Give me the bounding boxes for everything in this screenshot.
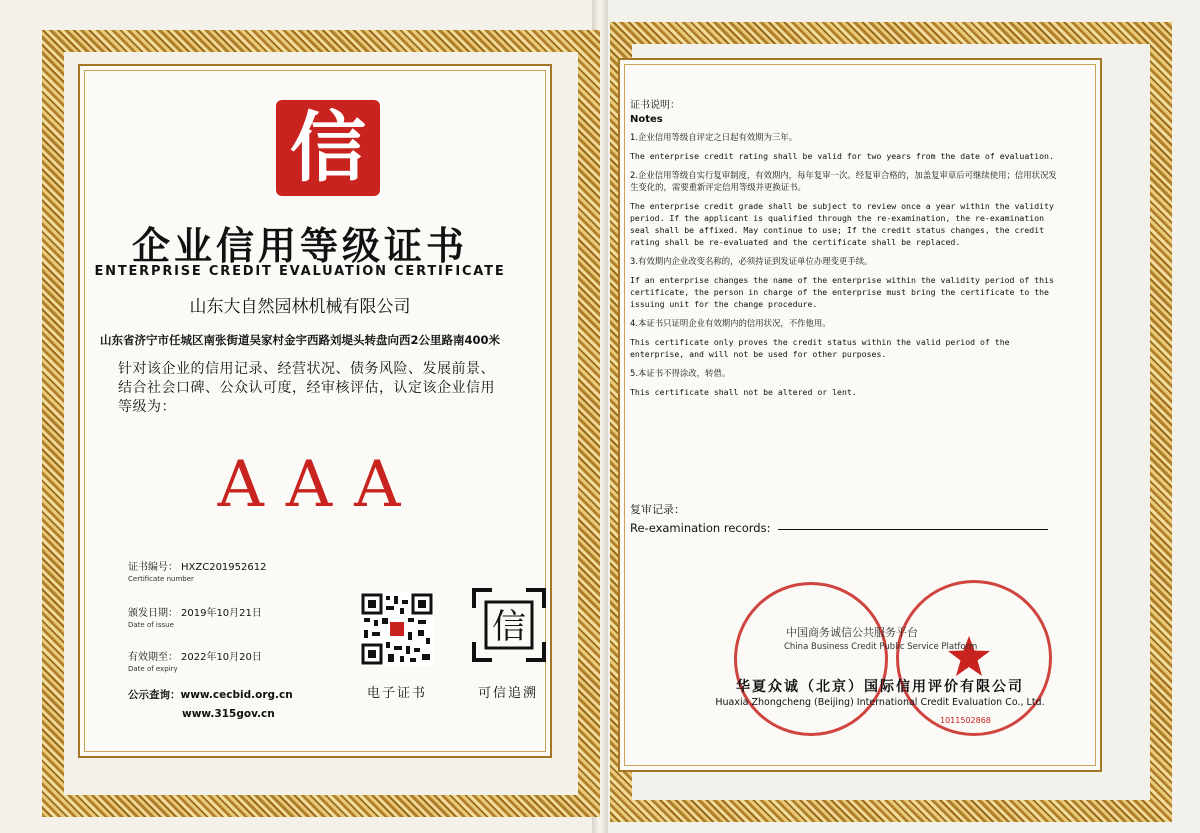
seal-star-icon: [946, 634, 992, 678]
logo-glyph: 信: [290, 103, 366, 192]
note-4-cn: 4.本证书只证明企业有效期内的信用状况，不作他用。: [630, 318, 831, 328]
number-label: 证书编号：: [128, 562, 178, 573]
reexam-label-cn: 复审记录：: [630, 503, 685, 516]
issue-value: 2019年10月21日: [181, 608, 262, 619]
issuer-name-cn: 华夏众诚（北京）国际信用评价有限公司: [736, 679, 1024, 695]
credit-logo-icon: [276, 100, 380, 196]
note-2-en: The enterprise credit grade shall be subject to review once a year within the validity period. If the applicant is qualified through the re-examination, the re-examination seal shall be affixed. May continue to use; If the credit status changes, the credit rating shall be re-evaluated and the certificate shall be replaced.: [630, 201, 1054, 247]
note-1-cn: 1.企业信用等级自评定之日起有效期为三年。: [630, 132, 798, 142]
platform-seal-text: 中国商务诚信公共服务平台: [786, 626, 918, 639]
number-value: HXZC201952612: [181, 562, 267, 573]
company-name: 山东大自然园林机械有限公司: [189, 297, 411, 317]
trace-logo-icon[interactable]: [470, 586, 548, 664]
query-label: 公示查询：: [128, 689, 181, 701]
issuer-name-en: Huaxia Zhongcheng (Beijing) International Credit Evaluation Co., Ltd.: [715, 697, 1045, 708]
trace-glyph: 信: [492, 607, 526, 647]
qr-code-icon[interactable]: [360, 592, 434, 666]
evaluation-statement: 针对该企业的信用记录、经营状况、债务风险、发展前景、结合社会口碑、公众认可度，经审核评估，认定该企业信用等级为：: [118, 361, 495, 415]
note-5-en: This certificate shall not be altered or lent.: [630, 387, 857, 397]
note-3-cn: 3.有效期内企业改变名称的，必须持证到发证单位办理变更手续。: [630, 256, 873, 266]
note-3-en: If an enterprise changes the name of the enterprise within the validity period of this certificate, the person in charge of the enterprise must bring the certificate to the issuing unit for the change procedure.: [630, 275, 1054, 309]
reexam-records: [630, 501, 770, 535]
notes-heading-en: Notes: [630, 114, 663, 125]
note-5-cn: 5.本证书不得涂改，转借。: [630, 368, 731, 378]
platform-seal: [734, 582, 888, 736]
query-url-2[interactable]: www.315gov.cn: [182, 708, 275, 720]
note-1-en: The enterprise credit rating shall be valid for two years from the date of evaluation.: [630, 151, 1054, 161]
note-4-en: This certificate only proves the credit status within the valid period of the enterprise, and will not be used for other purposes.: [630, 337, 1010, 359]
public-query: [128, 686, 293, 724]
platform-seal-text-en: China Business Credit Public Service Platform: [784, 642, 978, 652]
expiry-label: 有效期至：: [128, 652, 178, 663]
expiry-value: 2022年10月20日: [181, 652, 262, 663]
qr-caption: 电子证书: [366, 686, 427, 701]
number-label-en: Certificate number: [128, 575, 194, 583]
note-2-cn: 2.企业信用等级自实行复审制度，有效期内，每年复审一次。经复审合格的，加盖复审章后可继续使用；信用状况发生变化的，需要重新评定信用等级并更换证书。: [630, 170, 1057, 192]
expiry-date: [128, 648, 262, 673]
issue-label: 颁发日期：: [128, 608, 178, 619]
notes-heading-cn: 证书说明：: [630, 100, 680, 111]
reexam-label-en: Re-examination records:: [630, 521, 771, 535]
notes-section: [630, 96, 1060, 405]
certificate-title-en: ENTERPRISE CREDIT EVALUATION CERTIFICATE: [94, 264, 506, 279]
seal-code: 1011502868: [940, 716, 991, 725]
query-url-1[interactable]: www.cecbid.org.cn: [180, 689, 293, 701]
credit-rating: AAA: [217, 448, 423, 522]
trace-caption: 可信追溯: [477, 686, 538, 701]
reexam-signature-line: [778, 529, 1048, 530]
issue-label-en: Date of issue: [128, 621, 174, 629]
company-address: 山东省济宁市任城区南张街道吴家村金宇西路刘堤头转盘向西2公里路南400米: [100, 333, 501, 347]
certificate-title-cn: 企业信用等级证书: [131, 223, 468, 268]
certificate-number: [128, 558, 266, 583]
expiry-label-en: Date of expiry: [128, 665, 178, 673]
issue-date: [128, 604, 262, 629]
